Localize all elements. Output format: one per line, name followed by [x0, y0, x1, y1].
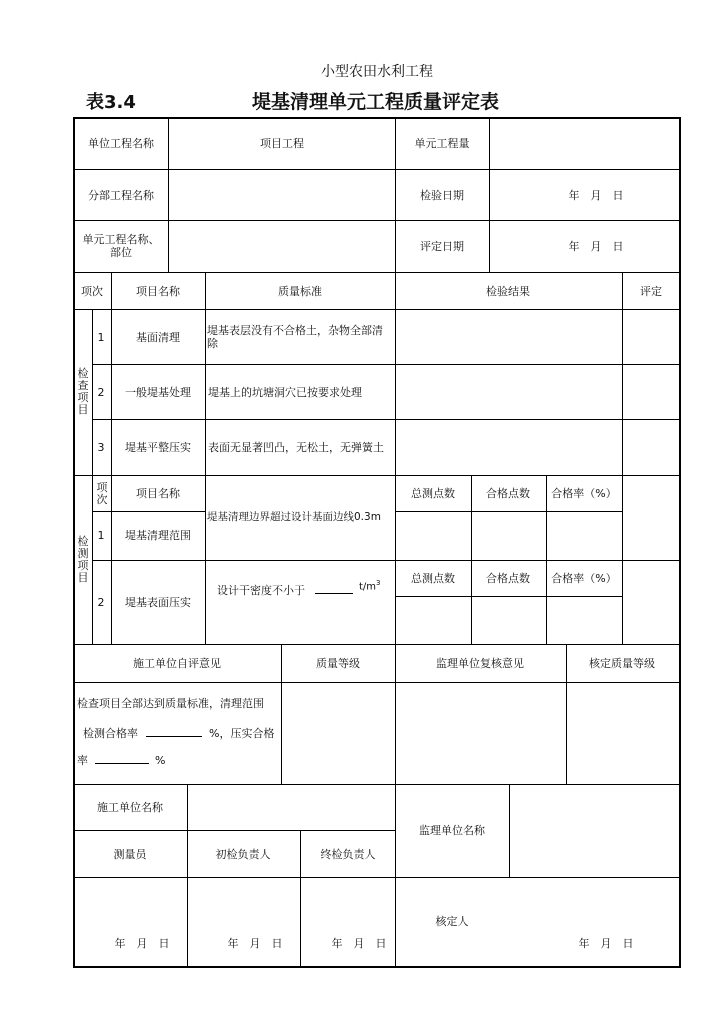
check-row-1-no: 1: [97, 331, 105, 344]
total-points-label: 总测点数: [411, 487, 455, 500]
row-line: [74, 272, 680, 273]
compaction-rate-blank[interactable]: [95, 752, 149, 764]
row-line: [74, 682, 680, 683]
statement-line-1: 检查项目全部达到质量标准，清理范围: [77, 697, 264, 710]
col-line: [489, 118, 490, 272]
col-line: [187, 784, 188, 967]
total-points-label-2: 总测点数: [411, 572, 455, 585]
row-line: [92, 511, 205, 512]
check-row-3-no: 3: [97, 441, 105, 454]
col-line: [92, 309, 93, 475]
unit-name-label: 单元工程名称、部位: [82, 233, 160, 259]
row-line: [395, 596, 622, 597]
col-line: [509, 784, 510, 878]
assess-date-value: 年 月 日: [568, 240, 624, 253]
col-line: [205, 272, 206, 644]
unit-quantity-label: 单元工程量: [414, 137, 470, 150]
pass-rate-blank[interactable]: [146, 725, 202, 737]
test-item-no-label: 项次: [96, 481, 108, 506]
col-line: [111, 272, 112, 309]
test-row-1-no: 1: [97, 529, 105, 542]
compaction-text: %，压实合格: [209, 727, 275, 740]
final-inspector-label: 终检负责人: [320, 848, 376, 861]
sub-project-label: 分部工程名称: [88, 189, 154, 202]
table-border-top: [73, 117, 681, 119]
percent-text: %: [155, 754, 166, 767]
row-line: [74, 644, 680, 645]
pass-points-label-2: 合格点数: [486, 572, 530, 585]
test-row-1-name: 堤基清理范围: [125, 529, 191, 542]
row-line: [74, 877, 680, 878]
col-line: [111, 309, 112, 644]
first-inspector-label: 初检负责人: [215, 848, 271, 861]
test-item-name-label: 项目名称: [136, 487, 180, 500]
col-line: [395, 644, 396, 784]
table-number: 表3.4: [86, 92, 136, 113]
quality-grade-header: 质量等级: [316, 657, 360, 670]
col-line: [168, 118, 169, 272]
test-row-2-standard: [217, 582, 353, 597]
col-line: [566, 644, 567, 784]
col-line: [622, 475, 623, 644]
check-row-3-standard: 表面无显著凹凸，无松土，无弹簧土: [208, 441, 384, 454]
subtitle: 小型农田水利工程: [321, 64, 433, 80]
row-line: [395, 511, 622, 512]
self-eval-header: 施工单位自评意见: [133, 657, 221, 670]
approver-date: 年 月 日: [578, 937, 634, 950]
approver-label: 核定人: [435, 915, 469, 928]
row-line: [74, 784, 680, 785]
col-line: [546, 475, 547, 644]
final-inspector-date: 年 月 日: [331, 937, 387, 950]
rate-text: 率: [77, 754, 88, 767]
col-line: [395, 118, 396, 272]
density-blank[interactable]: [315, 582, 353, 594]
col-standard: 质量标准: [278, 285, 322, 298]
test-row-1-standard: 堤基清理边界超过设计基面边线0.3m: [207, 511, 381, 523]
assess-date-label: 评定日期: [420, 240, 464, 253]
unit-project-value: 项目工程: [260, 137, 304, 150]
row-line: [74, 220, 680, 221]
density-unit: $t/m^3$: [359, 579, 381, 593]
col-item-no: 项次: [81, 285, 103, 298]
pass-rate-text: 检测合格率: [83, 727, 138, 740]
row-line: [92, 419, 680, 420]
test-items-group-label: 检测项目: [77, 535, 89, 584]
row-line: [74, 169, 680, 170]
pass-rate-label-2: 合格率（%）: [551, 572, 617, 585]
check-items-group-label: 检查项目: [77, 367, 89, 416]
statement-line-2: [83, 725, 274, 740]
test-row-2-no: 2: [97, 596, 105, 609]
table-border-right: [679, 117, 681, 968]
table-border-left: [73, 117, 75, 968]
unit-project-label: 单位工程名称: [88, 137, 154, 150]
pass-rate-label: 合格率（%）: [551, 487, 617, 500]
page-title: 堤基清理单元工程质量评定表: [252, 91, 500, 113]
col-line: [471, 475, 472, 644]
check-row-2-name: 一般堤基处理: [125, 386, 191, 399]
inspect-date-label: 检验日期: [420, 189, 464, 202]
check-row-1-name: 基面清理: [136, 331, 180, 344]
density-label: 设计干密度不小于: [217, 584, 305, 597]
col-line: [395, 272, 396, 644]
row-line: [74, 475, 680, 476]
surveyor-label: 测量员: [113, 848, 147, 861]
col-line: [300, 830, 301, 967]
statement-line-3: [77, 752, 165, 767]
col-line: [281, 644, 282, 784]
row-line: [92, 364, 680, 365]
col-item-name: 项目名称: [136, 285, 180, 298]
row-line: [74, 309, 680, 310]
first-inspector-date: 年 月 日: [227, 937, 283, 950]
check-row-2-standard: 堤基上的坑塘洞穴已按要求处理: [208, 386, 362, 399]
surveyor-date: 年 月 日: [114, 937, 170, 950]
check-row-3-name: 堤基平整压实: [125, 441, 191, 454]
check-row-1-standard: 堤基表层没有不合格土，杂物全部清除: [207, 324, 383, 350]
test-row-2-name: 堤基表面压实: [125, 596, 191, 609]
contractor-name-label: 施工单位名称: [97, 801, 163, 814]
row-line: [92, 560, 680, 561]
col-rating: 评定: [640, 285, 662, 298]
col-result: 检验结果: [486, 285, 530, 298]
col-line: [622, 272, 623, 475]
table-border-bottom: [73, 966, 681, 968]
col-line: [395, 784, 396, 967]
row-line: [74, 830, 395, 831]
supervisor-review-header: 监理单位复核意见: [436, 657, 524, 670]
inspect-date-value: 年 月 日: [568, 189, 624, 202]
supervisor-name-label: 监理单位名称: [419, 824, 485, 837]
verified-grade-header: 核定质量等级: [589, 657, 655, 670]
check-row-2-no: 2: [97, 386, 105, 399]
pass-points-label: 合格点数: [486, 487, 530, 500]
